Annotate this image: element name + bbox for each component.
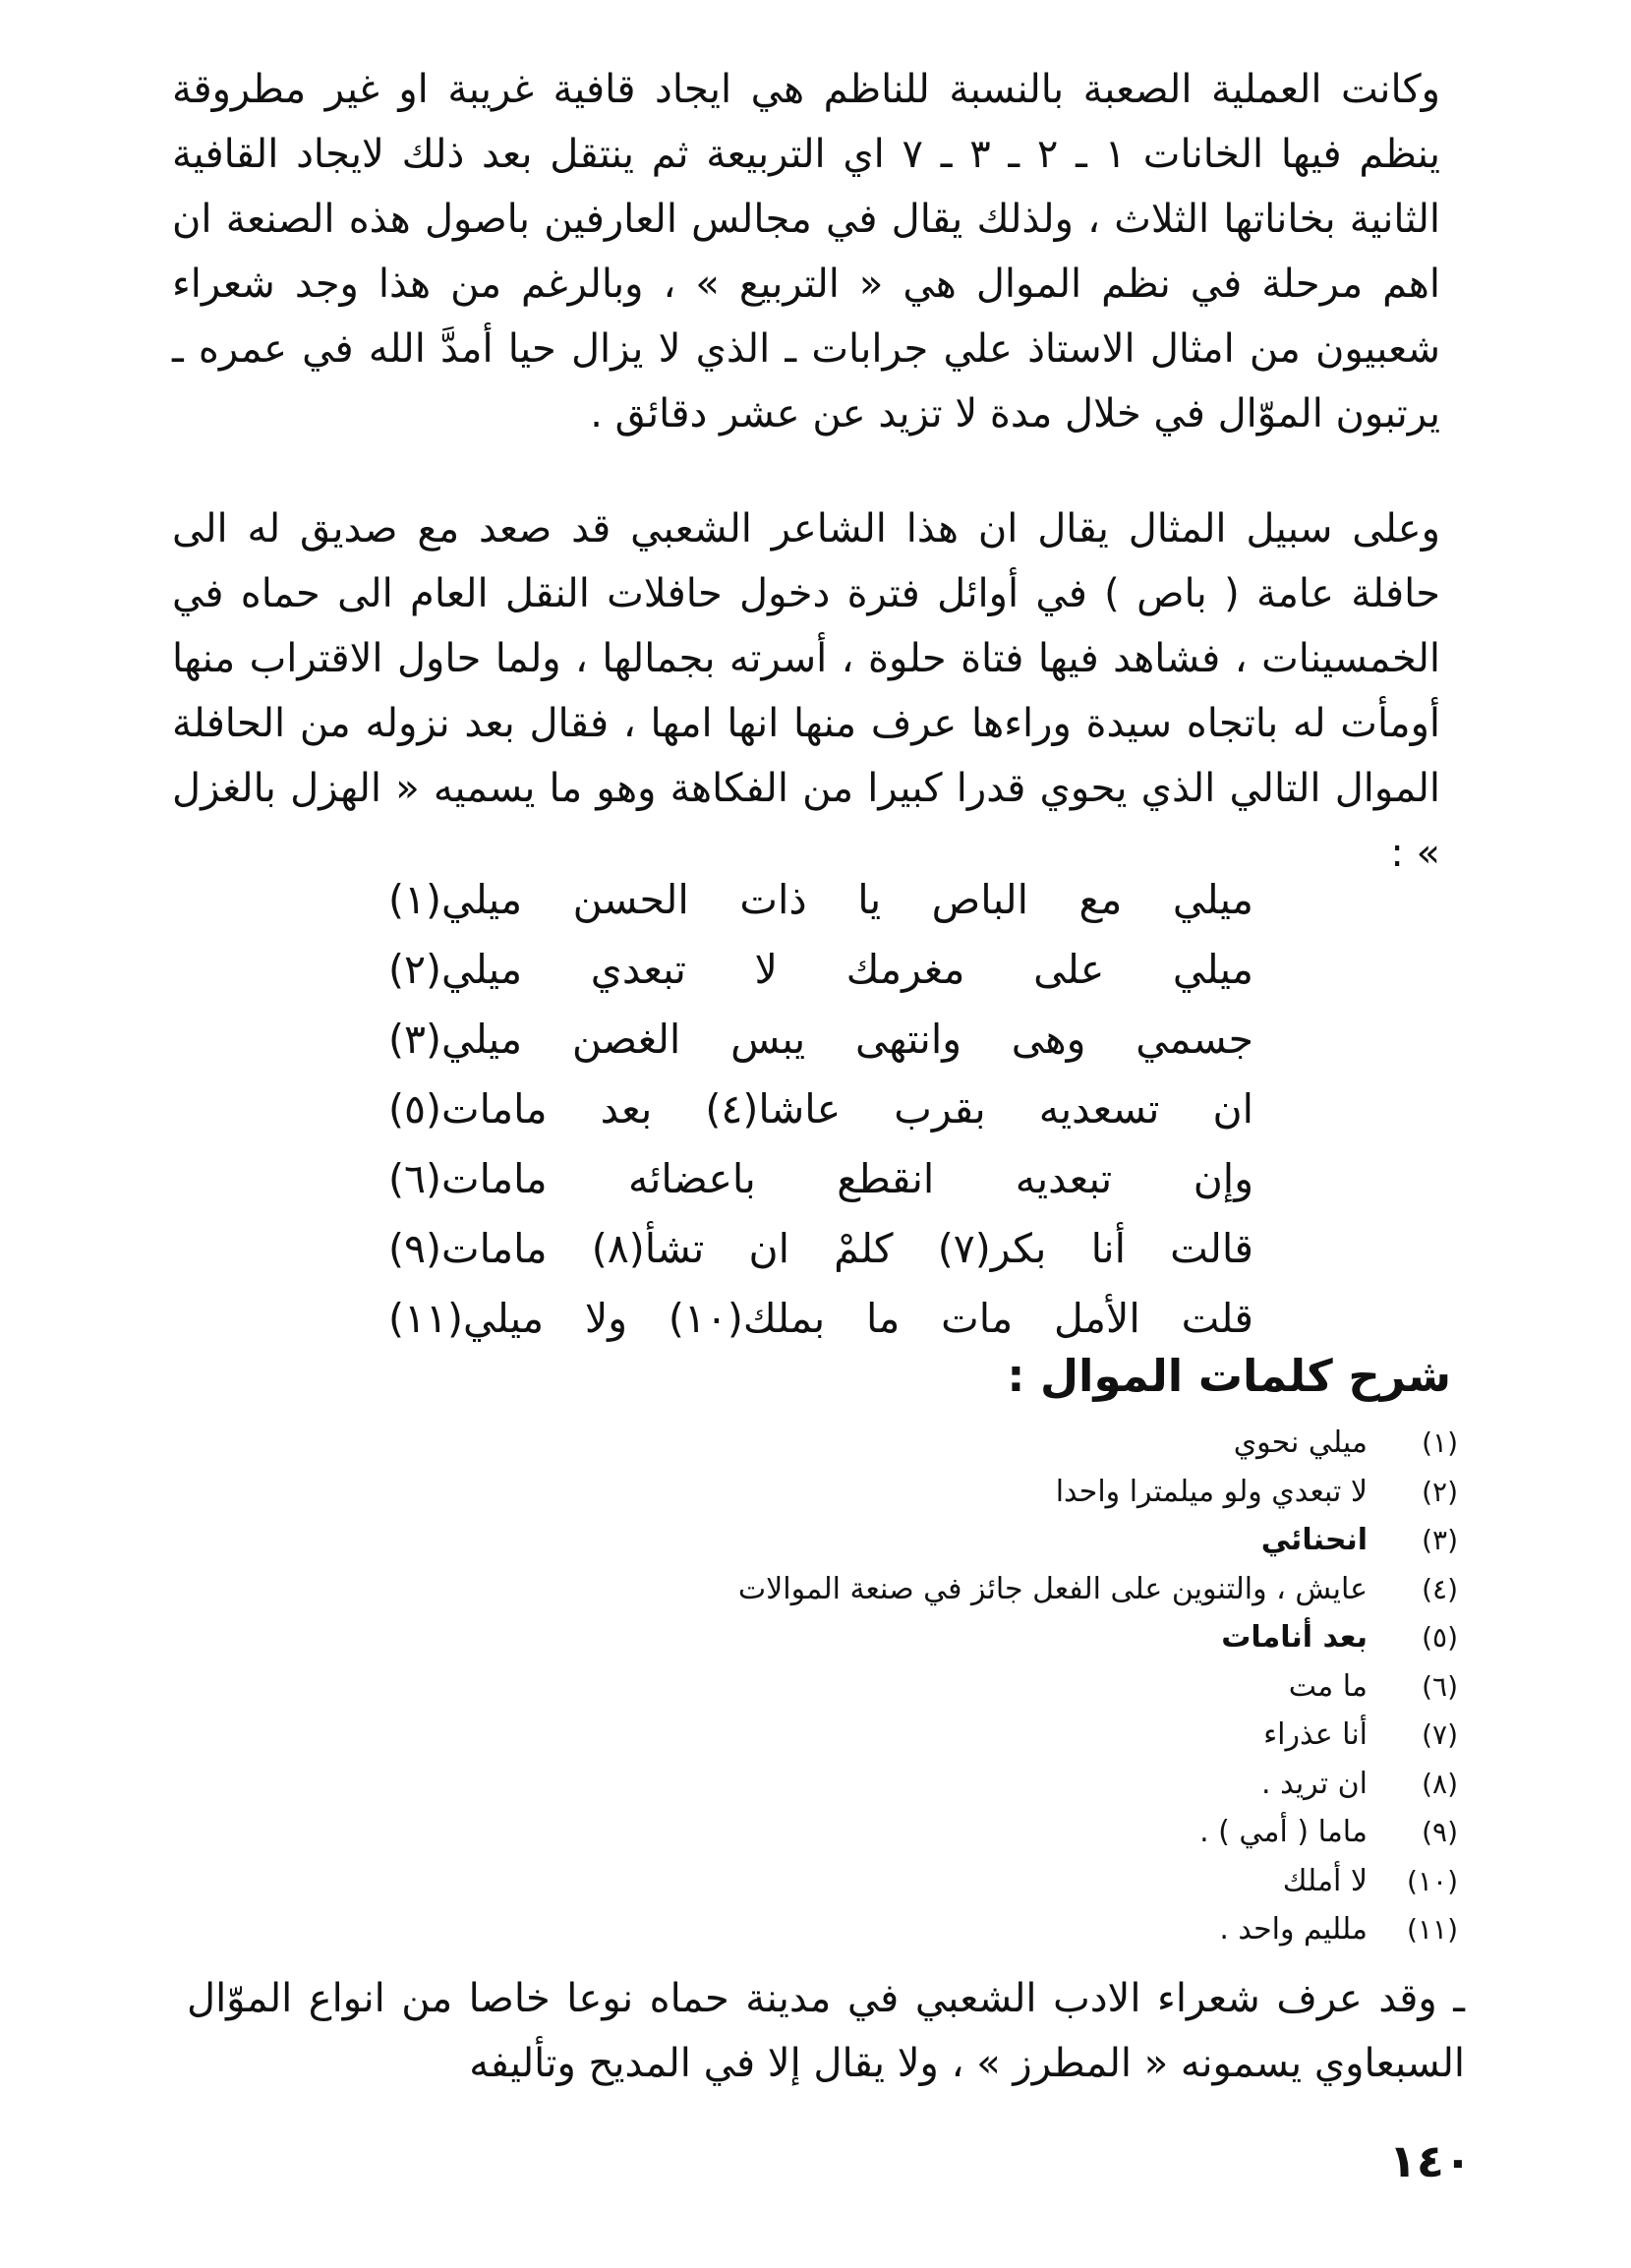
glossary-definition: ماما ( أمي ) . xyxy=(1199,1815,1368,1849)
glossary-item xyxy=(475,1711,1458,1760)
glossary-item xyxy=(475,1905,1458,1954)
glossary-item xyxy=(475,1516,1458,1565)
poem-line: ان تسعديه بقرب عاشا(٤) بعد مامات(٥) xyxy=(388,1085,1253,1133)
glossary-item xyxy=(475,1468,1458,1517)
poem-line: وإن تبعديه انقطع باعضائه مامات(٦) xyxy=(388,1155,1253,1202)
glossary-heading: شرح كلمات الموال : xyxy=(1007,1350,1451,1402)
poem-mawwal xyxy=(388,865,1253,1354)
glossary-definition: لا أملك xyxy=(1282,1863,1368,1898)
glossary-number: (٢) xyxy=(1422,1475,1458,1508)
glossary-definition: بعد أنامات xyxy=(1221,1620,1368,1655)
glossary-definition: لا تبعدي ولو ميلمترا واحدا xyxy=(1055,1474,1368,1509)
paragraph-mutarraz: ـ وقد عرف شعراء الادب الشعبي في مدينة حماه نوعا خاصا من انواع الموّال السبعاوي يسمونه « المطرز » ، ولا يقال إلا في المديح وتأليفه xyxy=(187,1976,1465,2086)
glossary-item xyxy=(475,1565,1458,1614)
glossary-number: (٥) xyxy=(1422,1621,1458,1654)
glossary-number: (٨) xyxy=(1422,1767,1458,1800)
glossary-list xyxy=(475,1419,1458,1954)
poem-line: قالت أنا بكر(٧) كلمْ ان تشأ(٨) مامات(٩) xyxy=(388,1225,1254,1272)
glossary-item xyxy=(475,1857,1458,1906)
glossary-item xyxy=(475,1662,1458,1712)
paragraph-intro: وكانت العملية الصعبة بالنسبة للناظم هي ايجاد قافية غريبة او غير مطروقة ينظم فيها الخانات ١ ـ ٢ ـ ٣ ـ ٧ اي التربيعة ثم ينتقل بعد ذلك لايجاد القافية الثانية بخاناتها الثلاث ، ولذلك يقال في مجالس العارفين باصول هذه الصنعة ان اهم مرحلة في نظم الموال هي « التربيع » ، وبالرغم من هذا وجد شعراء شعبيون من امثال الاستاذ علي جرابات ـ الذي لا يزال حيا أمدَّ الله في عمره ـ يرتبون الموّال في خلال مدة لا تزيد عن عشر دقائق . xyxy=(172,67,1441,436)
glossary-number: (١٠) xyxy=(1407,1864,1458,1897)
glossary-definition: عايش ، والتنوين على الفعل جائز في صنعة الموالات xyxy=(737,1571,1368,1606)
glossary-item xyxy=(475,1613,1458,1662)
glossary-number: (٤) xyxy=(1422,1572,1458,1605)
glossary-item xyxy=(475,1808,1458,1857)
poem-line: ميلي على مغرمك لا تبعدي ميلي(٢) xyxy=(388,946,1253,993)
glossary-number: (١) xyxy=(1422,1426,1458,1459)
glossary-definition: ما مت xyxy=(1288,1668,1368,1704)
glossary-number: (٦) xyxy=(1422,1669,1458,1703)
paragraph-example: وعلى سبيل المثال يقال ان هذا الشاعر الشعبي قد صعد مع صديق له الى حافلة عامة ( باص ) في أوائل فترة دخول حافلات النقل العام الى حماه في الخمسينات ، فشاهد فيها فتاة حلوة ، أسرته بجمالها ، ولما حاول الاقتراب منها أومأت له باتجاه سيدة وراءها عرف منها انها امها ، فقال بعد نزوله من الحافلة الموال التالي الذي يحوي قدرا كبيرا من الفكاهة وهو ما يسميه « الهزل بالغزل » : xyxy=(172,506,1440,876)
poem-line: ميلي مع الباص يا ذات الحسن ميلي(١) xyxy=(388,876,1253,923)
glossary-number: (٧) xyxy=(1422,1718,1458,1751)
glossary-definition: ملليم واحد . xyxy=(1219,1912,1368,1947)
glossary-item xyxy=(475,1760,1458,1809)
glossary-number: (٩) xyxy=(1422,1816,1458,1848)
glossary-number: (١١) xyxy=(1407,1913,1458,1946)
poem-line: جسمي وهى وانتهى يبس الغصن ميلي(٣) xyxy=(388,1016,1253,1063)
glossary-definition: انحنائي xyxy=(1260,1523,1368,1557)
glossary-definition: أنا عذراء xyxy=(1263,1717,1368,1752)
page-number: ١٤٠ xyxy=(1388,2134,1472,2187)
glossary-definition: ميلي نحوي xyxy=(1233,1425,1368,1460)
glossary-item xyxy=(475,1419,1458,1468)
glossary-definition: ان تريد . xyxy=(1261,1766,1368,1801)
poem-line: قلت الأمل مات ما بملك(١٠) ولا ميلي(١١) xyxy=(388,1295,1254,1342)
glossary-number: (٣) xyxy=(1422,1524,1458,1556)
